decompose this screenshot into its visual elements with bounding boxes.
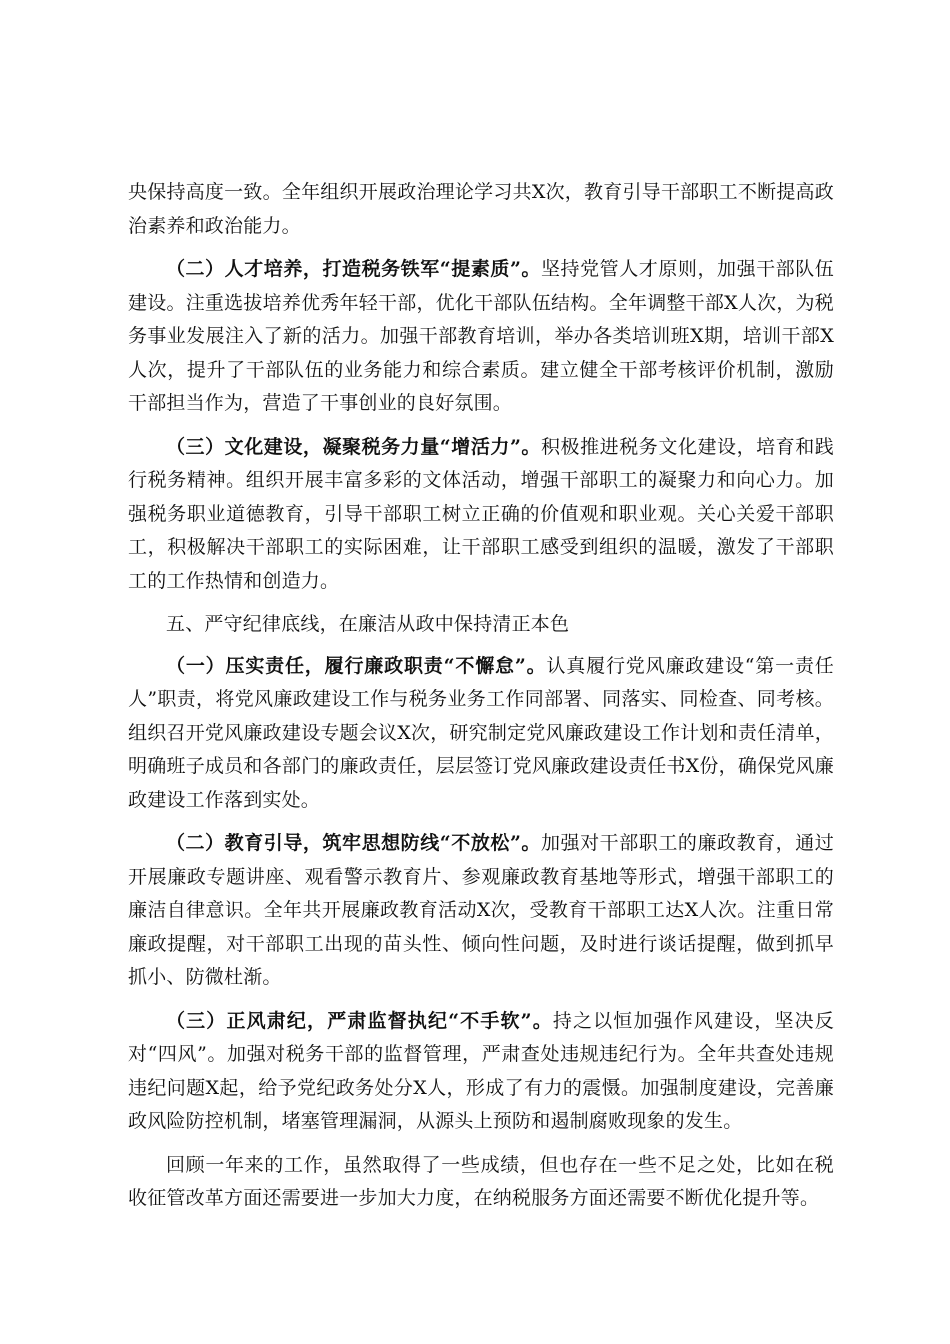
paragraph-review [128,1149,834,1216]
paragraph-heading: （二）教育引导，筑牢思想防线“不放松”。 [166,832,541,854]
paragraph-heading: （三）文化建设，凝聚税务力量“增活力”。 [166,435,541,458]
paragraph-text: 认真履行党风廉政建设“第一责任人”职责，将党风廉政建设工作与税务业务工作同部署、同落实、同检查、同考核。组织召开党风廉政建设专题会议X次，研究制定党风廉政建设工作计划和责任清单，明确班子成员和各部门的廉政责任，层层签订党风廉政建设责任书X份，确保党风廉政建设工作落到实处。 [128,654,835,811]
paragraph-heading: （三）正风肃纪，严肃监督执纪“不手软”。 [166,1009,553,1032]
paragraph-heading: （一）压实责任，履行廉政职责“不懈怠”。 [166,654,547,677]
paragraph-discipline [128,1005,834,1139]
paragraph-culture-building [128,431,834,599]
paragraph-responsibility [128,650,834,818]
paragraph-text: 持之以恒加强作风建设，坚决反对“四风”。加强对税务干部的监督管理，严肃查处违规违纪行为。全年共查处违规违纪问题X起，给予党纪政务处分X人，形成了有力的震慑。加强制度建设，完善廉政风险防控机制，堵塞管理漏洞，从源头上预防和遏制腐败现象的发生。 [128,1009,835,1132]
paragraph-education [128,827,834,995]
paragraph-text: 积极推进税务文化建设，培育和践行税务精神。组织开展丰富多彩的文体活动，增强干部职工的凝聚力和向心力。加强税务职业道德教育，引导干部职工树立正确的价值观和职业观。关心关爱干部职工，积极解决干部职工的实际困难，让干部职工感受到组织的温暖，激发了干部职工的工作热情和创造力。 [128,435,834,592]
paragraph-text: 坚持党管人才原则，加强干部队伍建设。注重选拔培养优秀年轻干部，优化干部队伍结构。全年调整干部X人次，为税务事业发展注入了新的活力。加强干部教育培训，举办各类培训班X期，培训干部X人次，提升了干部队伍的业务能力和综合素质。建立健全干部考核评价机制，激励干部担当作为，营造了干事创业的良好氛围。 [128,258,834,414]
section-heading-five [128,608,834,642]
paragraph-text: 加强对干部职工的廉政教育，通过开展廉政专题讲座、观看警示教育片、参观廉政教育基地等形式，增强干部职工的廉洁自律意识。全年共开展廉政教育活动X次，受教育干部职工达X人次。注重日常廉政提醒，对干部职工出现的苗头性、倾向性问题，及时进行谈话提醒，做到抓早抓小、防微杜渐。 [128,832,834,988]
paragraph-talent-cultivation [128,253,834,421]
paragraph-heading: （二）人才培养，打造税务铁军“提素质”。 [166,258,541,280]
section-title: 五、严守纪律底线，在廉洁从政中保持清正本色 [166,613,570,635]
paragraph-text: 回顾一年来的工作，虽然取得了一些成绩，但也存在一些不足之处，比如在税收征管改革方面还需要进一步加大力度，在纳税服务方面还需要不断优化提升等。 [128,1153,834,1209]
paragraph-continuation [128,176,834,243]
document-body [128,176,834,1226]
paragraph-text: 央保持高度一致。全年组织开展政治理论学习共X次，教育引导干部职工不断提高政治素养和政治能力。 [128,181,834,237]
